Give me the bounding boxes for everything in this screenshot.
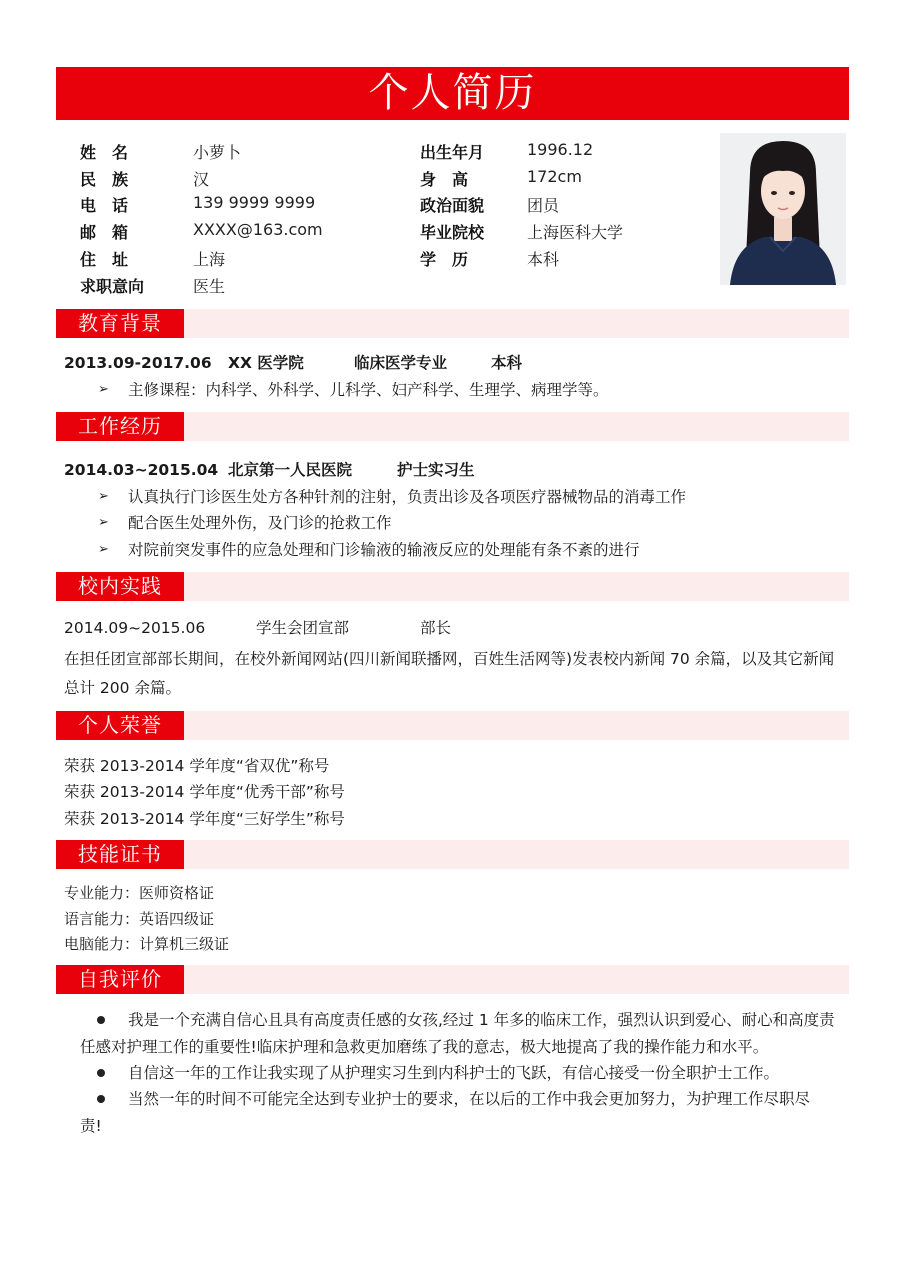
self-eval-1-line1: 我是一个充满自信心且具有高度责任感的女孩,经过 1 年多的临床工作，强烈认识到爱心、耐心和高度责 [128, 1011, 835, 1029]
label-height: 身 高 [420, 170, 469, 189]
section-title-self: 自我评价 [56, 965, 184, 994]
label-birth: 出生年月 [420, 143, 485, 162]
value-school: 上海医科大学 [527, 223, 624, 242]
education-courses: 主修课程：内科学、外科学、儿科学、妇产科学、生理学、病理学等。 [128, 381, 609, 399]
value-political: 团员 [527, 196, 560, 215]
work-period: 2014.03~2015.04 [64, 461, 219, 479]
education-major: 临床医学专业 [354, 354, 448, 372]
label-email: 邮 箱 [80, 223, 129, 242]
arrow-bullet-icon: ➢ [98, 489, 109, 504]
section-title-education: 教育背景 [56, 309, 184, 338]
honor-item: 荣获 2013-2014 学年度“省双优”称号 [64, 757, 330, 775]
label-ethnicity: 民 族 [80, 170, 129, 189]
value-job-intention: 医生 [193, 277, 226, 296]
value-height: 172cm [527, 167, 582, 186]
section-honors [56, 711, 849, 740]
value-address: 上海 [193, 250, 226, 269]
value-degree: 本科 [527, 250, 560, 269]
campus-role: 部长 [420, 619, 452, 637]
label-political: 政治面貌 [420, 196, 485, 215]
section-title-work: 工作经历 [56, 412, 184, 441]
campus-period: 2014.09~2015.06 [64, 619, 206, 637]
section-self [56, 965, 849, 994]
label-school: 毕业院校 [420, 223, 485, 242]
label-job-intention: 求职意向 [80, 277, 145, 296]
arrow-bullet-icon: ➢ [98, 382, 109, 397]
bullet-dot-icon [97, 1016, 105, 1024]
work-role: 护士实习生 [397, 461, 475, 479]
arrow-bullet-icon: ➢ [98, 515, 109, 530]
self-eval-3-line1: 当然一年的时间不可能完全达到专业护士的要求，在以后的工作中我会更加努力，为护理工作尽职尽 [128, 1090, 811, 1108]
section-title-campus: 校内实践 [56, 572, 184, 601]
label-degree: 学 历 [420, 250, 469, 269]
label-address: 住 址 [80, 250, 129, 269]
campus-org: 学生会团宣部 [256, 619, 350, 637]
work-org: 北京第一人民医院 [228, 461, 353, 479]
label-name: 姓 名 [80, 143, 129, 162]
skill-item: 电脑能力：计算机三级证 [64, 935, 230, 953]
page-title: 个人简历 [56, 67, 849, 120]
value-email: XXXX@163.com [193, 220, 323, 239]
portrait-illustration [720, 133, 846, 285]
work-duty-2: 配合医生处理外伤，及门诊的抢救工作 [128, 514, 392, 532]
self-eval-2-line1: 自信这一年的工作让我实现了从护理实习生到内科护士的飞跃，有信心接受一份全职护士工作。 [128, 1064, 780, 1082]
education-school: XX 医学院 [228, 354, 304, 372]
skill-item: 专业能力：医师资格证 [64, 884, 215, 902]
honor-item: 荣获 2013-2014 学年度“优秀干部”称号 [64, 783, 345, 801]
arrow-bullet-icon: ➢ [98, 542, 109, 557]
section-skills [56, 840, 849, 869]
education-period: 2013.09-2017.06 [64, 354, 212, 372]
section-title-honors: 个人荣誉 [56, 711, 184, 740]
value-birth: 1996.12 [527, 140, 594, 159]
skill-item: 语言能力：英语四级证 [64, 910, 215, 928]
label-phone: 电 话 [80, 196, 129, 215]
bullet-dot-icon [97, 1095, 105, 1103]
profile-photo [720, 133, 846, 285]
value-phone: 139 9999 9999 [193, 193, 316, 212]
bullet-dot-icon [97, 1069, 105, 1077]
value-name: 小萝卜 [193, 143, 242, 162]
campus-desc-line2: 总计 200 余篇。 [64, 679, 181, 697]
section-education [56, 309, 849, 338]
section-campus [56, 572, 849, 601]
honor-item: 荣获 2013-2014 学年度“三好学生”称号 [64, 810, 345, 828]
section-work [56, 412, 849, 441]
value-ethnicity: 汉 [193, 170, 210, 189]
campus-desc-line1: 在担任团宣部部长期间，在校外新闻网站(四川新闻联播网，百姓生活网等)发表校内新闻 70 余篇，以及其它新闻 [64, 650, 835, 668]
work-duty-3: 对院前突发事件的应急处理和门诊输液的输液反应的处理能有条不紊的进行 [128, 541, 640, 559]
work-duty-1: 认真执行门诊医生处方各种针剂的注射，负责出诊及各项医疗器械物品的消毒工作 [128, 488, 687, 506]
education-degree: 本科 [491, 354, 523, 372]
self-eval-3-line2: 责! [80, 1117, 102, 1135]
section-title-skills: 技能证书 [56, 840, 184, 869]
self-eval-1-line2: 任感对护理工作的重要性!临床护理和急救更加磨练了我的意志，极大地提高了我的操作能力和水平。 [80, 1038, 769, 1056]
